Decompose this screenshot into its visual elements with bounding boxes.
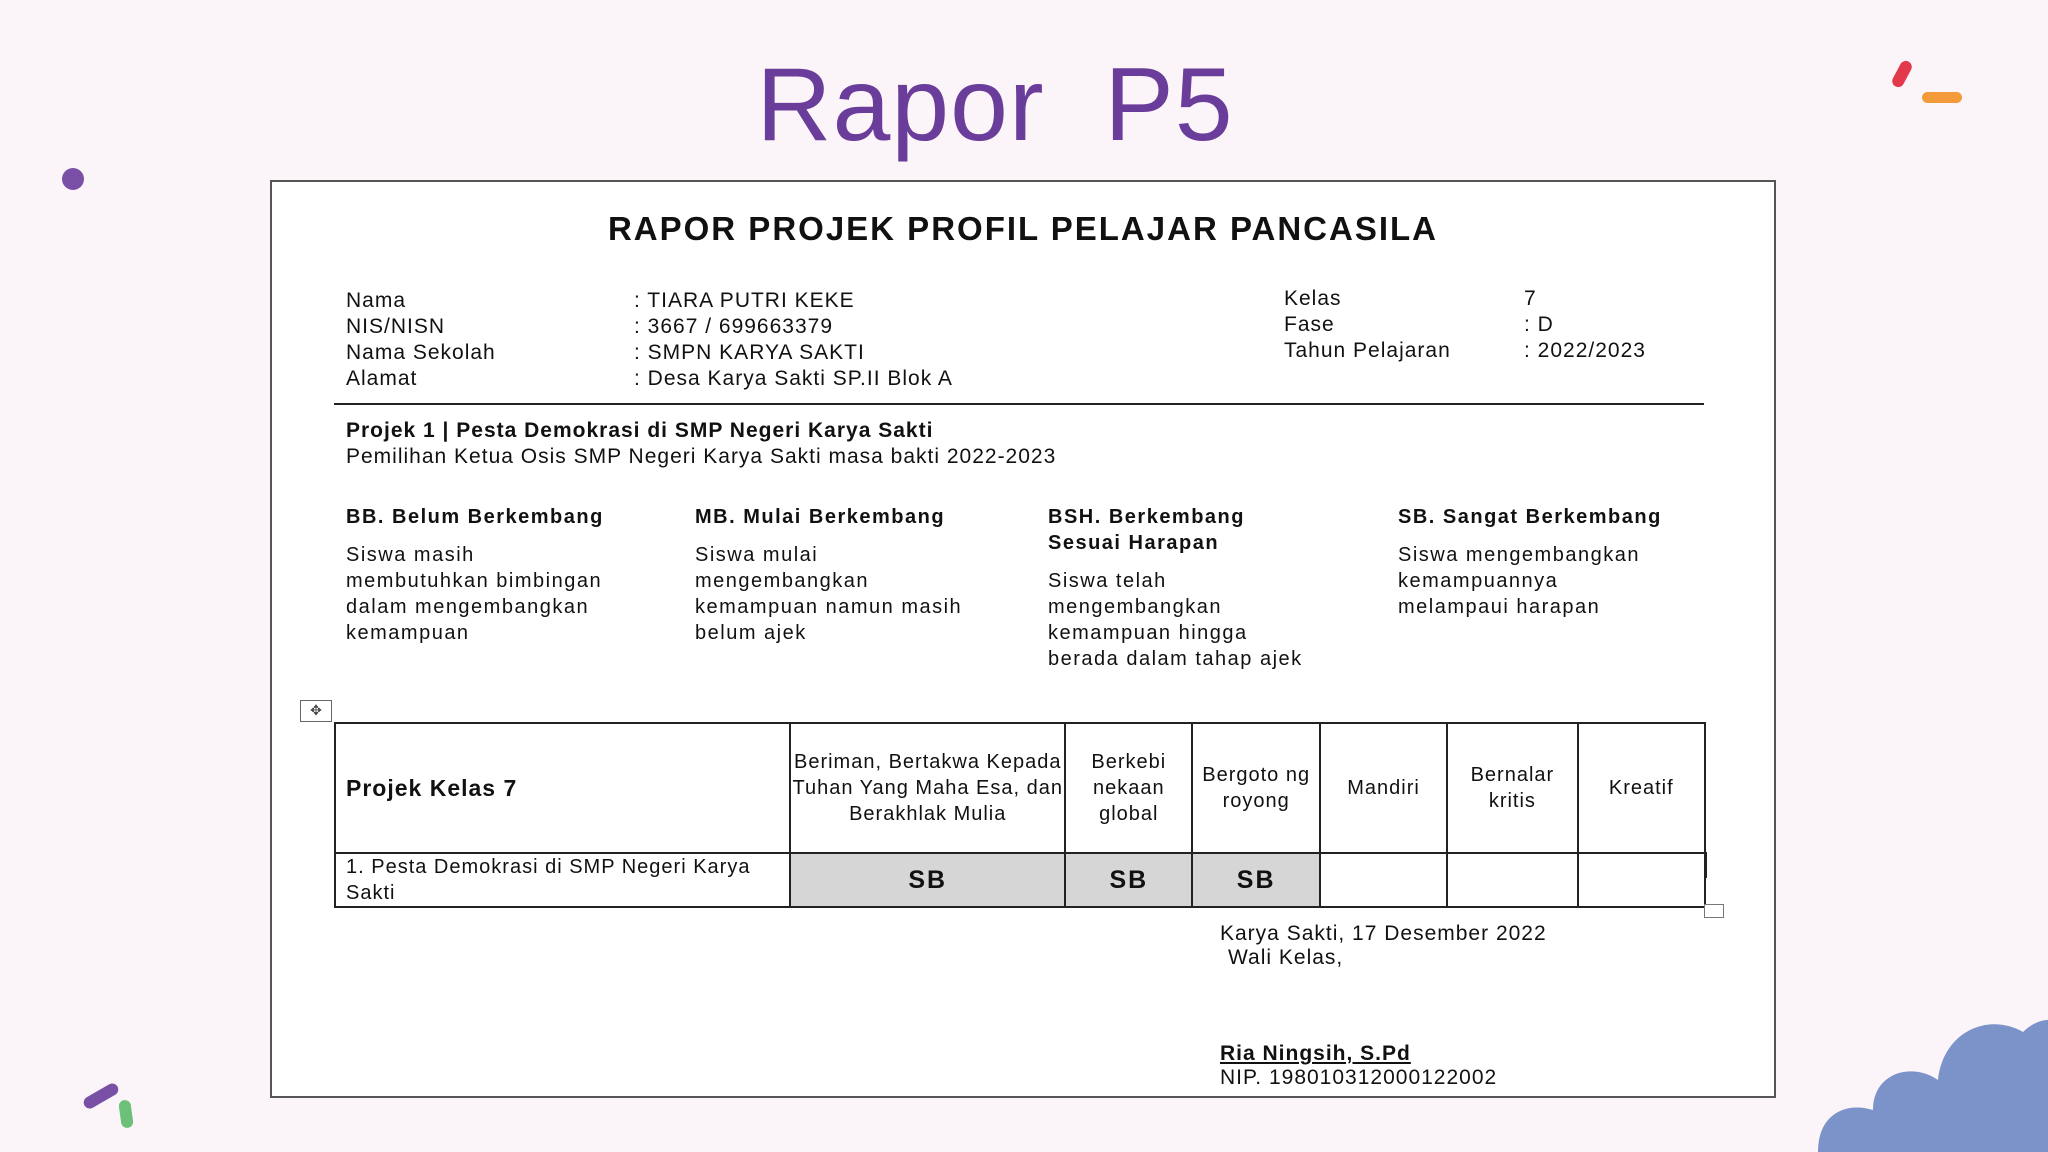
table-header: Beriman, Bertakwa Kepada Tuhan Yang Maha Esa, dan Berakhlak Mulia: [790, 723, 1065, 853]
table-cell-grade: [1320, 853, 1447, 907]
signature-nip: NIP. 198010312000122002: [1220, 1066, 1498, 1089]
table-resize-handle[interactable]: [1704, 904, 1724, 918]
info-row-nisn: NIS/NISN : 3667 / 699663379: [346, 315, 834, 338]
project-heading: Projek 1 | Pesta Demokrasi di SMP Negeri Karya Sakti: [346, 419, 934, 442]
legend-description: Siswa mengembangkan kemampuannya melampaui harapan: [1398, 544, 1640, 618]
decorative-dash-purple: [82, 1081, 121, 1110]
table-cell-grade: SB: [1192, 853, 1319, 907]
legend-title: MB. Mulai Berkembang: [695, 506, 946, 528]
table-header: Mandiri: [1320, 723, 1447, 853]
divider: [334, 403, 1704, 405]
legend-title: BSH. Berkembang Sesuai Harapan: [1048, 506, 1245, 554]
signature-block: [1220, 922, 1547, 1090]
table-cell-grade: [1447, 853, 1577, 907]
table-header: Kreatif: [1578, 723, 1705, 853]
legend-description: Siswa telah mengembangkan kemampuan hingga berada dalam tahap ajek: [1048, 570, 1303, 670]
legend-sb: [1398, 504, 1668, 620]
student-info-right: [1284, 286, 1646, 364]
legend-bsh: [1048, 504, 1318, 672]
signature-place-date: Karya Sakti, 17 Desember 2022: [1220, 922, 1547, 945]
table-header: Bernalar kritis: [1447, 723, 1577, 853]
info-row-nama: Nama : TIARA PUTRI KEKE: [346, 289, 855, 312]
table-row: [335, 853, 1705, 907]
table-cell-grade: [1578, 853, 1705, 907]
table-header: Berkebi nekaan global: [1065, 723, 1192, 853]
student-info-left: [346, 288, 953, 392]
legend-title: BB. Belum Berkembang: [346, 506, 604, 528]
project-description: Pemilihan Ketua Osis SMP Negeri Karya Sakti masa bakti 2022-2023: [346, 445, 1057, 468]
table-header: Projek Kelas 7: [335, 723, 790, 853]
table-cell-grade: SB: [1065, 853, 1192, 907]
table-header: Bergoto ng royong: [1192, 723, 1319, 853]
info-row-kelas: Kelas 7: [1284, 287, 1537, 310]
report-document: [270, 180, 1776, 1098]
legend-bb: [346, 504, 616, 646]
table-header-row: [335, 723, 1705, 853]
legend-description: Siswa mulai mengembangkan kemampuan namun masih belum ajek: [695, 544, 963, 644]
text-cursor: [1705, 852, 1707, 878]
info-row-tahun: Tahun Pelajaran : 2022/2023: [1284, 339, 1646, 362]
signature-name: Ria Ningsih, S.Pd: [1220, 1042, 1411, 1065]
table-cell-project: 1. Pesta Demokrasi di SMP Negeri Karya Sakti: [335, 853, 790, 907]
decorative-dot: [62, 168, 84, 190]
decorative-cloud: [1818, 992, 2048, 1152]
signature-role: Wali Kelas,: [1228, 946, 1344, 969]
decorative-dash-green: [118, 1099, 134, 1128]
legend-description: Siswa masih membutuhkan bimbingan dalam mengembangkan kemampuan: [346, 544, 603, 644]
table-cell-grade: SB: [790, 853, 1065, 907]
info-row-sekolah: Nama Sekolah : SMPN KARYA SAKTI: [346, 341, 865, 364]
table-move-handle-icon[interactable]: ✥: [300, 700, 332, 722]
info-row-alamat: Alamat : Desa Karya Sakti SP.II Blok A: [346, 367, 953, 390]
grades-table: [334, 722, 1706, 908]
decorative-dash-orange: [1922, 92, 1962, 103]
report-title: RAPOR PROJEK PROFIL PELAJAR PANCASILA: [607, 210, 1439, 247]
project-section: [346, 418, 1056, 470]
legend-mb: [695, 504, 965, 646]
legend-title: SB. Sangat Berkembang: [1398, 506, 1662, 528]
info-row-fase: Fase : D: [1284, 313, 1554, 336]
slide-title: Rapor P5: [756, 47, 1234, 163]
